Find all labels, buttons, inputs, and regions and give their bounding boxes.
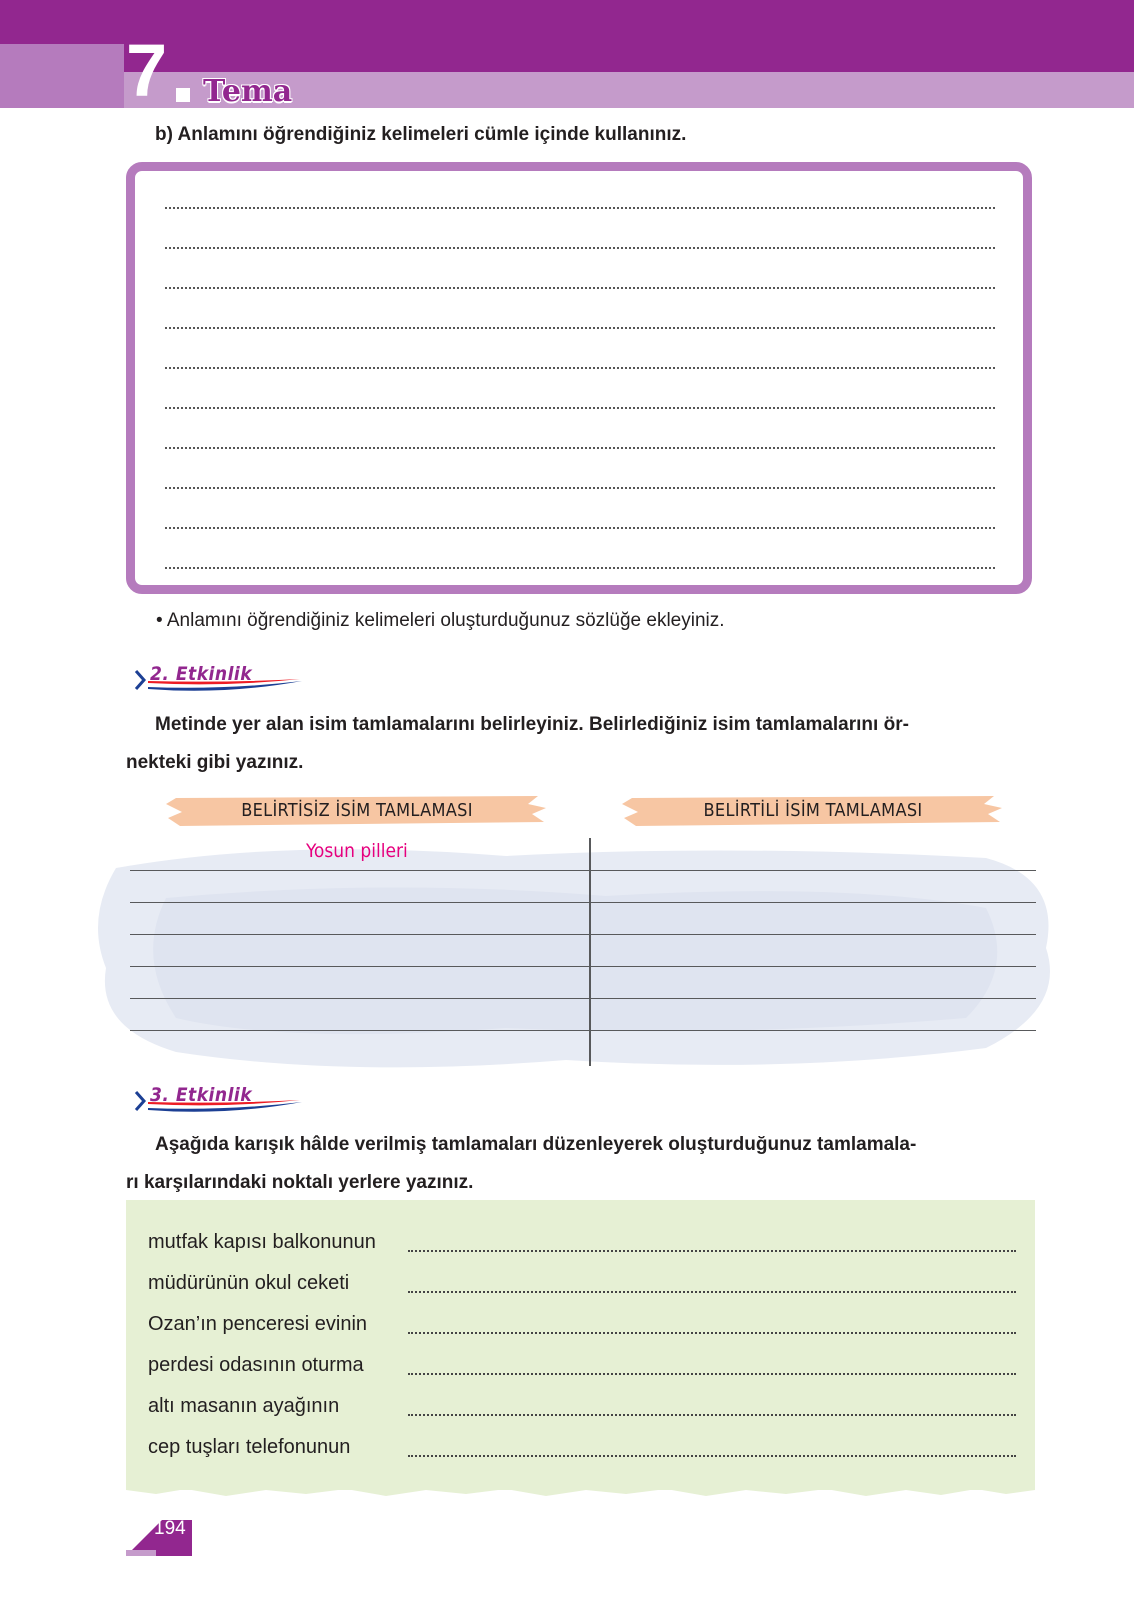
theme-number: 7: [126, 29, 166, 112]
col-header-right: [622, 792, 1004, 830]
answer-line[interactable]: [408, 1373, 1016, 1375]
table-row-line: [130, 998, 1036, 999]
header-tab: [0, 44, 124, 108]
col-header-left-label: BELİRTİSİZ İSİM TAMLAMASI: [241, 800, 473, 821]
theme-title: Tema: [203, 74, 293, 109]
torn-edge: [126, 1484, 1035, 1498]
theme-dot: [176, 88, 190, 102]
answer-line[interactable]: [408, 1291, 1016, 1293]
activity-2-label: 2. Etkinlik: [150, 663, 253, 685]
bullet-note: • Anlamını öğrendiğiniz kelimeleri oluşturduğunuz sözlüğe ekleyiniz.: [156, 610, 725, 631]
section-b-instruction: b) Anlamını öğrendiğiniz kelimeleri cümle içinde kullanınız.: [155, 124, 687, 145]
answer-line[interactable]: [408, 1414, 1016, 1416]
exercise-item: altı masanın ayağının: [148, 1395, 340, 1417]
table-row-line: [130, 870, 1036, 871]
writing-line[interactable]: [165, 447, 995, 449]
exercise-item: müdürünün okul ceketi: [148, 1272, 350, 1294]
activity-3-tag: [130, 1080, 310, 1120]
col-header-left: [166, 792, 548, 830]
col-header-right-label: BELİRTİLİ İSİM TAMLAMASI: [703, 800, 923, 821]
table-row-line: [130, 1030, 1036, 1031]
activity-2-instruction-1: Metinde yer alan isim tamlamalarını belirleyiniz. Belirlediğiniz isim tamlamalarını ör-: [155, 714, 909, 735]
exercise-item: mutfak kapısı balkonunun: [148, 1231, 376, 1253]
exercise-item: cep tuşları telefonunun: [148, 1436, 351, 1458]
header-band: [0, 0, 1134, 72]
header-strip: [0, 72, 1134, 108]
exercise-item: perdesi odasının oturma: [148, 1354, 364, 1376]
watercolor-wash: [86, 838, 1066, 1078]
answer-line[interactable]: [408, 1250, 1016, 1252]
activity-2-tag: [130, 659, 310, 699]
activity-2-instruction-2: nekteki gibi yazınız.: [126, 752, 304, 773]
writing-line[interactable]: [165, 247, 995, 249]
writing-box: [126, 162, 1032, 594]
writing-line[interactable]: [165, 207, 995, 209]
writing-line[interactable]: [165, 287, 995, 289]
activity-3-instruction-1: Aşağıda karışık hâlde verilmiş tamlamaları düzenleyerek oluşturduğunuz tamlamala-: [155, 1134, 917, 1155]
answer-line[interactable]: [408, 1455, 1016, 1457]
exercise-item: Ozan’ın penceresi evinin: [148, 1313, 368, 1335]
answer-line[interactable]: [408, 1332, 1016, 1334]
example-answer: Yosun pilleri: [306, 840, 408, 862]
writing-line[interactable]: [165, 407, 995, 409]
writing-line[interactable]: [165, 567, 995, 569]
table-row-line: [130, 902, 1036, 903]
writing-line[interactable]: [165, 527, 995, 529]
writing-line[interactable]: [165, 327, 995, 329]
table-row-line: [130, 934, 1036, 935]
activity-3-label: 3. Etkinlik: [150, 1084, 253, 1106]
page-number: 194: [154, 1518, 186, 1539]
table-divider: [589, 838, 591, 1066]
table-row-line: [130, 966, 1036, 967]
activity-3-instruction-2: rı karşılarındaki noktalı yerlere yazınız.: [126, 1172, 474, 1193]
writing-line[interactable]: [165, 487, 995, 489]
writing-line[interactable]: [165, 367, 995, 369]
